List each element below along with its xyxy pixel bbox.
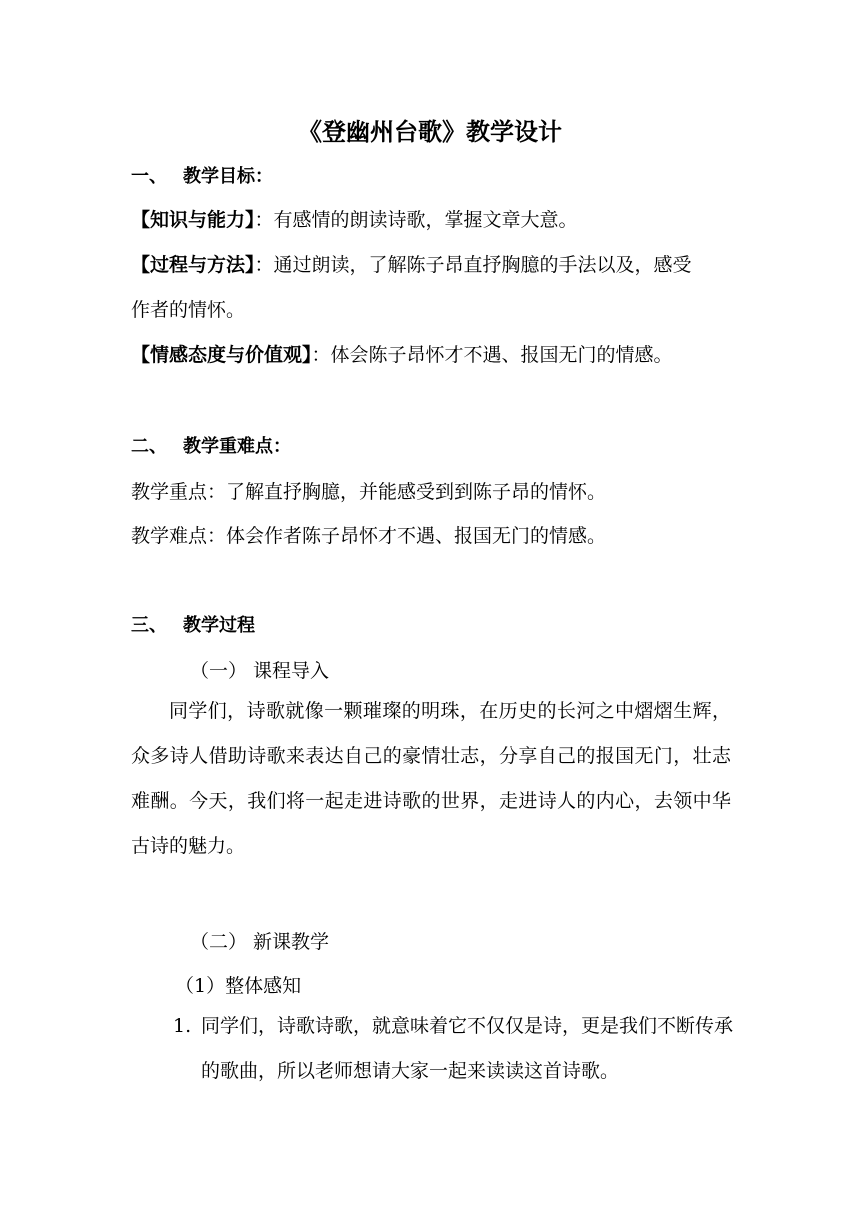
- objective-emotion: [131, 340, 673, 367]
- difficult-point: 教学难点：体会作者陈子昂怀才不遇、报国无门的情感。: [131, 525, 607, 547]
- intro-paragraph: 同学们，诗歌就像一颗璀璨的明珠，在历史的长河之中熠熠生辉，众多诗人借助诗歌来表达自己的豪情壮志，分享自己的报国无门，壮志难酬。今天，我们将一起走进诗歌的世界，走进诗人的内心，去领中华古诗的魅力。: [131, 700, 731, 857]
- part-label-intro: （一） 课程导入: [190, 660, 330, 682]
- objective-process: [131, 250, 692, 277]
- objective-knowledge: [131, 205, 578, 232]
- objective-label: 【知识与能力】: [131, 209, 255, 231]
- list-marker: 1.: [173, 1015, 192, 1037]
- sub-label-overall: （1）整体感知: [175, 975, 302, 997]
- section-heading-process: [131, 611, 255, 637]
- list-item-text: 同学们，诗歌诗歌，就意味着它不仅仅是诗，更是我们不断传承的歌曲，所以老师想请大家一起来读读这首诗歌。: [201, 1015, 734, 1082]
- objective-text: 作者的情怀。: [131, 299, 246, 321]
- objective-label: 【情感态度与价值观】: [131, 344, 312, 366]
- section-heading-objectives: [131, 162, 273, 188]
- key-point: 教学重点：了解直抒胸臆，并能感受到到陈子昂的情怀。: [131, 481, 607, 503]
- section-title: 教学过程: [183, 615, 255, 636]
- document-title: 《登幽州台歌》教学设计: [298, 118, 562, 146]
- section-number: 二、: [131, 436, 167, 457]
- objective-text: ：通过朗读，了解陈子昂直抒胸臆的手法以及，感受: [254, 254, 692, 276]
- section-number: 一、: [131, 166, 167, 187]
- section-heading-key-points: [131, 432, 291, 458]
- part-label-new-lesson: （二） 新课教学: [190, 931, 330, 953]
- list-item: [173, 1004, 733, 1094]
- objective-label: 【过程与方法】: [131, 254, 255, 276]
- section-number: 三、: [131, 615, 167, 636]
- objective-text: ：体会陈子昂怀才不遇、报国无门的情感。: [311, 344, 673, 366]
- section-title: 教学重难点：: [183, 436, 291, 457]
- objective-process-continued: [131, 295, 245, 322]
- objective-text: ：有感情的朗读诗歌，掌握文章大意。: [254, 209, 578, 231]
- section-title: 教学目标：: [183, 166, 273, 187]
